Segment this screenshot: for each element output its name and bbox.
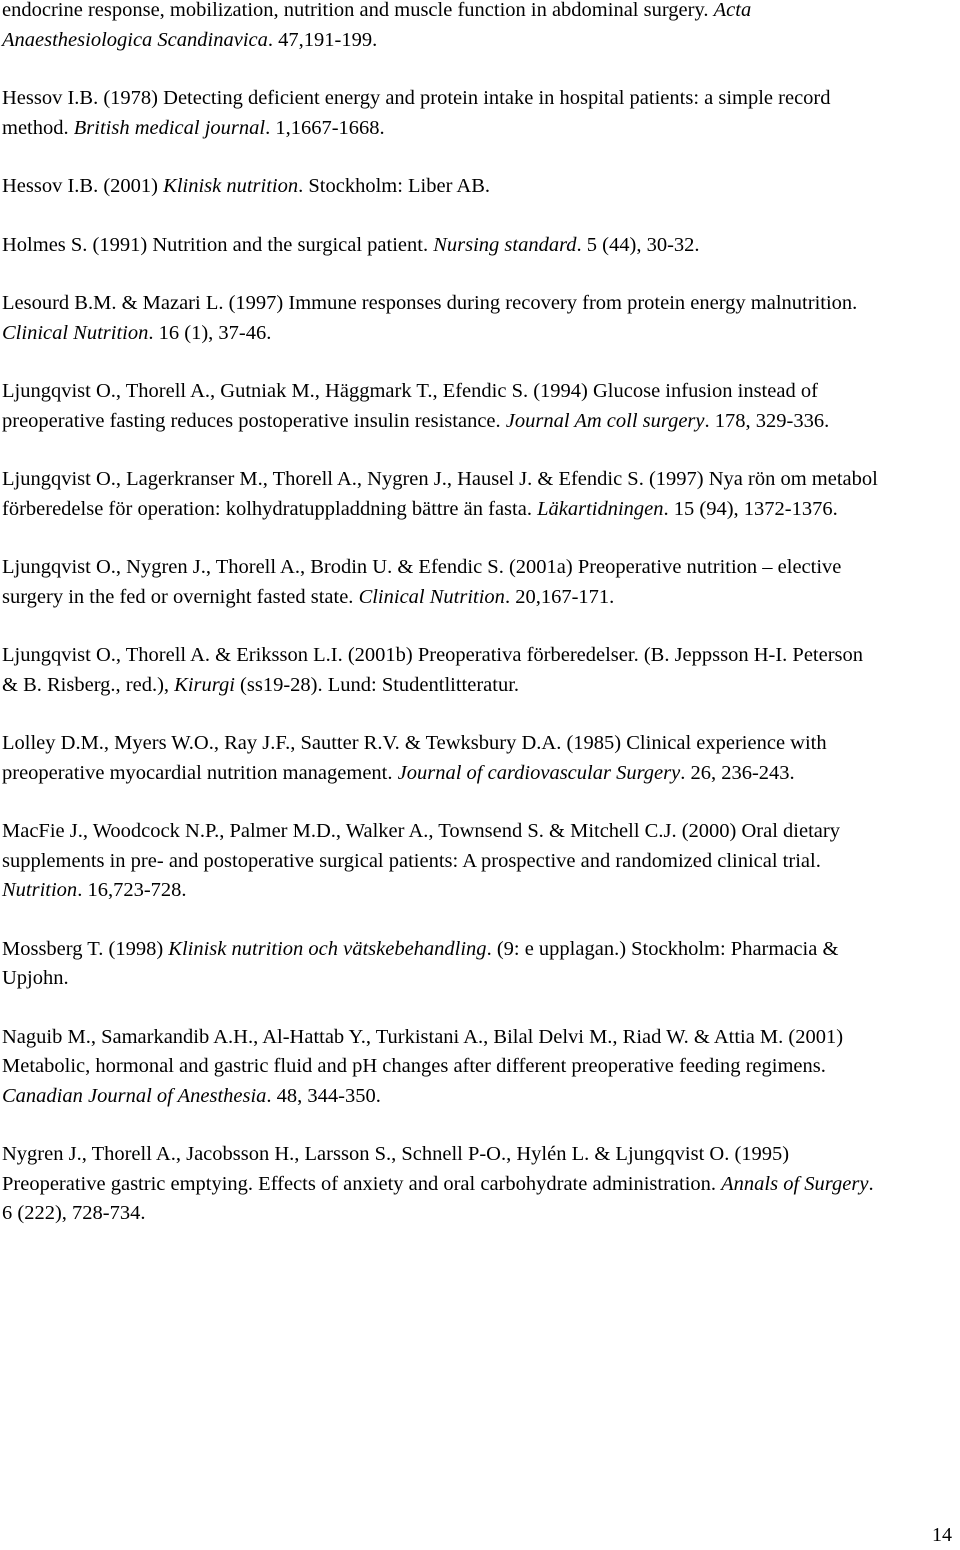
reference-text: . (267, 28, 279, 51)
reference-volume: 5 (586, 233, 598, 256)
reference-entry-ljungqvist-2001a (2, 553, 882, 612)
reference-source-title: Clinical Nutrition (2, 321, 149, 344)
reference-text: . (576, 233, 587, 256)
reference-entry-ljungqvist-2001b (2, 641, 882, 700)
reference-entry-mossberg-1998 (2, 935, 882, 994)
reference-text: Ljungqvist O., Thorell A., Gutniak M., Häggmark T., Efendic S. (1994) Glucose infusion instead of preoperative fasting reduces postoperative insulin resistance. (2, 380, 818, 432)
reference-entry-naguib-2001 (2, 1023, 882, 1112)
reference-text: Holmes S. (1991) Nutrition and the surgical patient. (2, 233, 434, 256)
reference-volume: 47 (278, 28, 299, 51)
reference-volume: 16 (87, 879, 108, 901)
reference-source-title: Clinical Nutrition (358, 585, 505, 608)
reference-volume: 48 (276, 1084, 298, 1107)
reference-text: Nygren J., Thorell A., Jacobsson H., Larsson S., Schnell P-O., Hylén L. & Ljungqvist O. (1995) Preoperative gastric emptying. Effects of anxiety and oral carbohydrate administration. (2, 1143, 790, 1195)
reference-entry-lesourd-1997 (2, 289, 882, 348)
reference-text: Naguib M., Samarkandib A.H., Al-Hattab Y., Turkistani A., Bilal Delvi M., Riad W. & Attia M. (2001) Metabolic, hormonal and gastric fluid and pH changes after different preoperative feeding regimens. (2, 1025, 844, 1077)
reference-volume: 1 (275, 116, 286, 139)
reference-text: . (663, 497, 674, 520)
reference-text: endocrine response, mobilization, nutrition and muscle function in abdominal surgery. (2, 0, 714, 21)
reference-text: . (266, 1084, 277, 1107)
reference-text: MacFie J., Woodcock N.P., Palmer M.D., Walker A., Townsend S. & Mitchell C.J. (2000) Oral dietary supplements in pre- and postoperative surgical patients: A prospective and randomized clinical trial. (2, 820, 840, 872)
reference-source-title: Kirurgi (174, 673, 235, 696)
reference-text: . (504, 585, 516, 608)
reference-text: Ljungqvist O., Nygren J., Thorell A., Brodin U. & Efendic S. (2001a) Preoperative nutrition – elective surgery in the fed or overnight fasted state. (2, 556, 842, 608)
reference-text: , 236-243. (710, 761, 795, 784)
reference-text: (222), 728-734. (12, 1202, 146, 1224)
reference-source-title: Klinisk nutrition och vätskebehandling (168, 937, 487, 960)
reference-entry-hessov-2001 (2, 172, 882, 202)
reference-text: . (868, 1172, 874, 1195)
reference-text: , 344-350. (297, 1084, 381, 1107)
reference-text: Ljungqvist O., Lagerkranser M., Thorell A., Nygren J., Hausel J. & Efendic S. (1997) Nya rön om metabol förberedelse för operation: kolhydratuppladdning bättre än fasta. (2, 468, 878, 520)
reference-text: Ljungqvist O., Thorell A. & Eriksson L.I. (2001b) Preoperativa förberedelser. (B. Jeppsson H-I. Peterson & B. Risberg., red.), (2, 644, 864, 696)
reference-text: . (704, 409, 715, 432)
reference-volume: 20 (515, 585, 536, 608)
reference-volume: 6 (2, 1202, 13, 1224)
reference-text: . (680, 761, 691, 784)
reference-text: (ss19-28). Lund: Studentlitteratur. (234, 673, 520, 696)
reference-text: ,167-171. (535, 585, 615, 608)
reference-text: , 329-336. (745, 409, 830, 432)
reference-source-title: Nutrition (2, 879, 78, 901)
reference-text: Lolley D.M., Myers W.O., Ray J.F., Sautter R.V. & Tewksbury D.A. (1985) Clinical experience with preoperative myocardial nutrition management. (2, 732, 827, 784)
reference-text: ,723-728. (107, 879, 187, 901)
reference-source-title: Journal of cardiovascular Surgery (397, 761, 681, 784)
reference-source-title: Canadian Journal of Anesthesia (2, 1084, 267, 1107)
reference-entry-macfie-2000 (2, 817, 882, 906)
reference-volume: 16 (158, 321, 180, 344)
reference-source-title: Nursing standard (433, 233, 577, 256)
reference-text: . (77, 879, 88, 901)
reference-text: . (265, 116, 276, 139)
reference-volume: 15 (673, 497, 695, 520)
reference-text: ,1667-1668. (285, 116, 385, 139)
reference-entry-holmes-1991 (2, 231, 882, 261)
reference-text: (1), 37-46. (179, 321, 272, 344)
reference-text: Lesourd B.M. & Mazari L. (1997) Immune responses during recovery from protein energy malnutrition. (2, 292, 858, 314)
reference-text: Hessov I.B. (1978) Detecting deficient energy and protein intake in hospital patients: a simple record method. (2, 87, 831, 139)
reference-entry-nygren-1995 (2, 1140, 882, 1229)
reference-source-title: Journal Am coll surgery (505, 409, 705, 432)
reference-entry-hessov-1978 (2, 84, 882, 143)
reference-text: ,191-199. (298, 28, 378, 51)
reference-entry-ljungqvist-1994 (2, 377, 882, 436)
reference-text: . (9: e upplagan.) Stockholm: Pharmacia & Upjohn. (2, 937, 839, 989)
reference-entry-fragment (2, 0, 882, 55)
reference-source-title: Klinisk nutrition (163, 175, 299, 197)
reference-entry-lolley-1985 (2, 729, 882, 788)
reference-text: . Stockholm: Liber AB. (298, 175, 491, 197)
reference-text: (94), 1372-1376. (694, 497, 838, 520)
reference-volume: 26 (690, 761, 711, 784)
reference-source-title: British medical journal (73, 116, 266, 139)
page-number: 14 (932, 1524, 952, 1546)
reference-volume: 178 (714, 409, 746, 432)
reference-entry-ljungqvist-1997 (2, 465, 882, 524)
reference-text: (44), 30-32. (597, 233, 700, 256)
reference-text: Hessov I.B. (2001) (2, 175, 164, 197)
reference-source-title: Annals of Surgery (721, 1172, 869, 1195)
reference-text: Mossberg T. (1998) (2, 937, 169, 960)
reference-list (2, 0, 882, 1258)
reference-source-title: Läkartidningen (537, 497, 664, 520)
reference-source-title: Acta Anaesthesiologica Scandinavica (2, 0, 752, 51)
reference-text: . (148, 321, 159, 344)
